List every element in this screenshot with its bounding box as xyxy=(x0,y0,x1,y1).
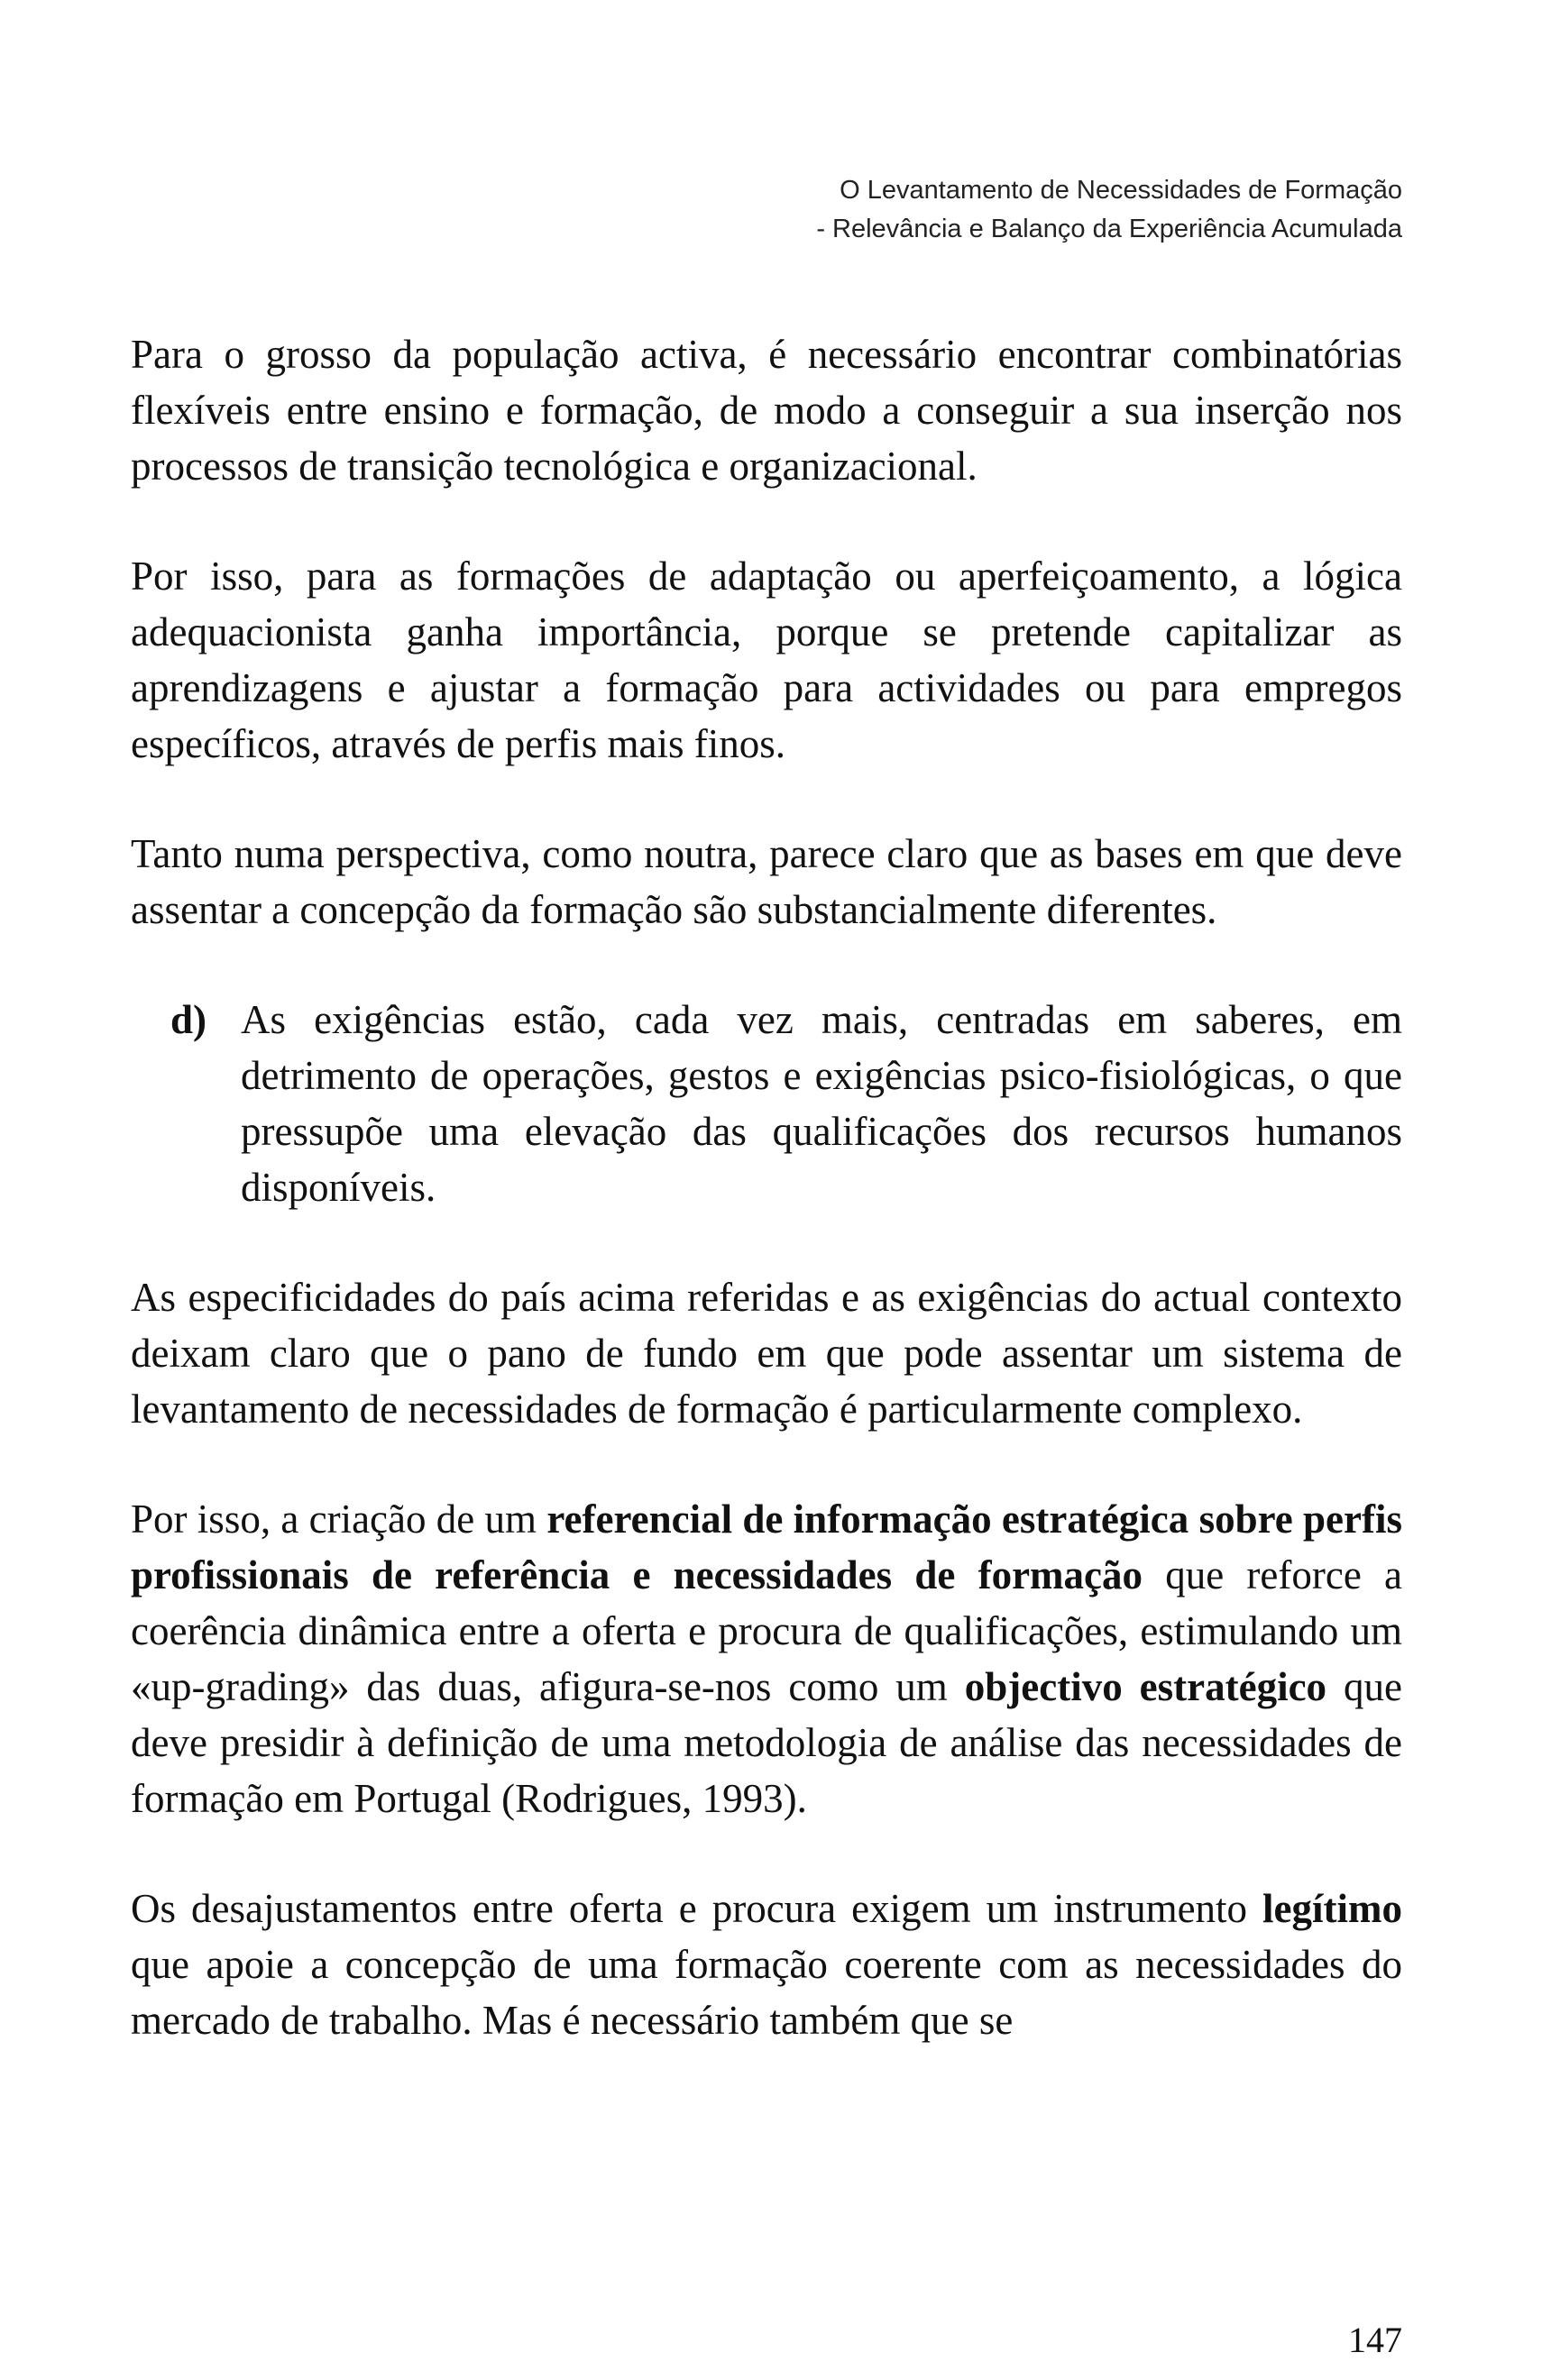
paragraph-6-bold-referencial: referencial de informação estratégica sobre perfis profissionais de referência e necessidades de formação xyxy=(131,1497,1403,1597)
paragraph-6-text-e: que deve presidir à definição de uma metodologia de análise das necessidades de formação em Portugal (Rodrigues, 1993). xyxy=(131,1664,1402,1821)
list-item-text: As exigências estão, cada vez mais, centradas em saberes, em detrimento de operações, gestos e exigências psico-fisiológicas, o que pressupõe uma elevação das qualificações dos recursos humanos disponíveis. xyxy=(241,997,1402,1210)
paragraph-6-text-c: que reforce a coerência dinâmica entre a oferta e procura de qualificações, estimulando um «up-grading» das duas, afigura-se-nos como um xyxy=(131,1552,1402,1709)
paragraph-6-bold-objectivo: objectivo estratégico xyxy=(964,1664,1327,1709)
paragraph-6-text-a: Por isso, a criação de um xyxy=(131,1497,547,1542)
list-marker: d) xyxy=(170,997,207,1042)
paragraph-3: Tanto numa perspectiva, como noutra, parece claro que as bases em que deve assentar a concepção da formação são substancialmente diferentes. xyxy=(131,831,1402,932)
paragraph-7-text-a: Os desajustamentos entre oferta e procura exigem um instrumento xyxy=(131,1886,1263,1931)
paragraph-7 xyxy=(131,1881,1402,2048)
header-subtitle-line: - Relevância e Balanço da Experiência Acumulada xyxy=(816,215,1402,243)
paragraph-2: Por isso, para as formações de adaptação ou aperfeiçoamento, a lógica adequacionista ganha importância, porque se pretende capitalizar as aprendizagens e ajustar a formação para actividades ou para empregos específicos, através de perfis mais finos. xyxy=(131,554,1402,766)
paragraph-1: Para o grosso da população activa, é necessário encontrar combinatórias flexíveis entre ensino e formação, de modo a conseguir a sua inserção nos processos de transição tecnológica e organizacional. xyxy=(131,332,1402,489)
paragraph-6 xyxy=(131,1491,1402,1826)
running-header xyxy=(816,171,1402,249)
paragraph-7-text-c: que apoie a concepção de uma formação coerente com as necessidades do mercado de trabalho. Mas é necessário também que se xyxy=(131,1942,1402,2043)
paragraph-7-bold-legitimo: legítimo xyxy=(1262,1886,1402,1931)
header-title-line: O Levantamento de Necessidades de Formação xyxy=(840,176,1402,205)
page-number: 147 xyxy=(1348,2320,1402,2360)
body-text xyxy=(131,326,1402,2102)
list-item-d xyxy=(131,992,1402,1215)
paragraph-5: As especificidades do país acima referidas e as exigências do actual contexto deixam claro que o pano de fundo em que pode assentar um sistema de levantamento de necessidades de formação é particularmente complexo. xyxy=(131,1275,1402,1432)
